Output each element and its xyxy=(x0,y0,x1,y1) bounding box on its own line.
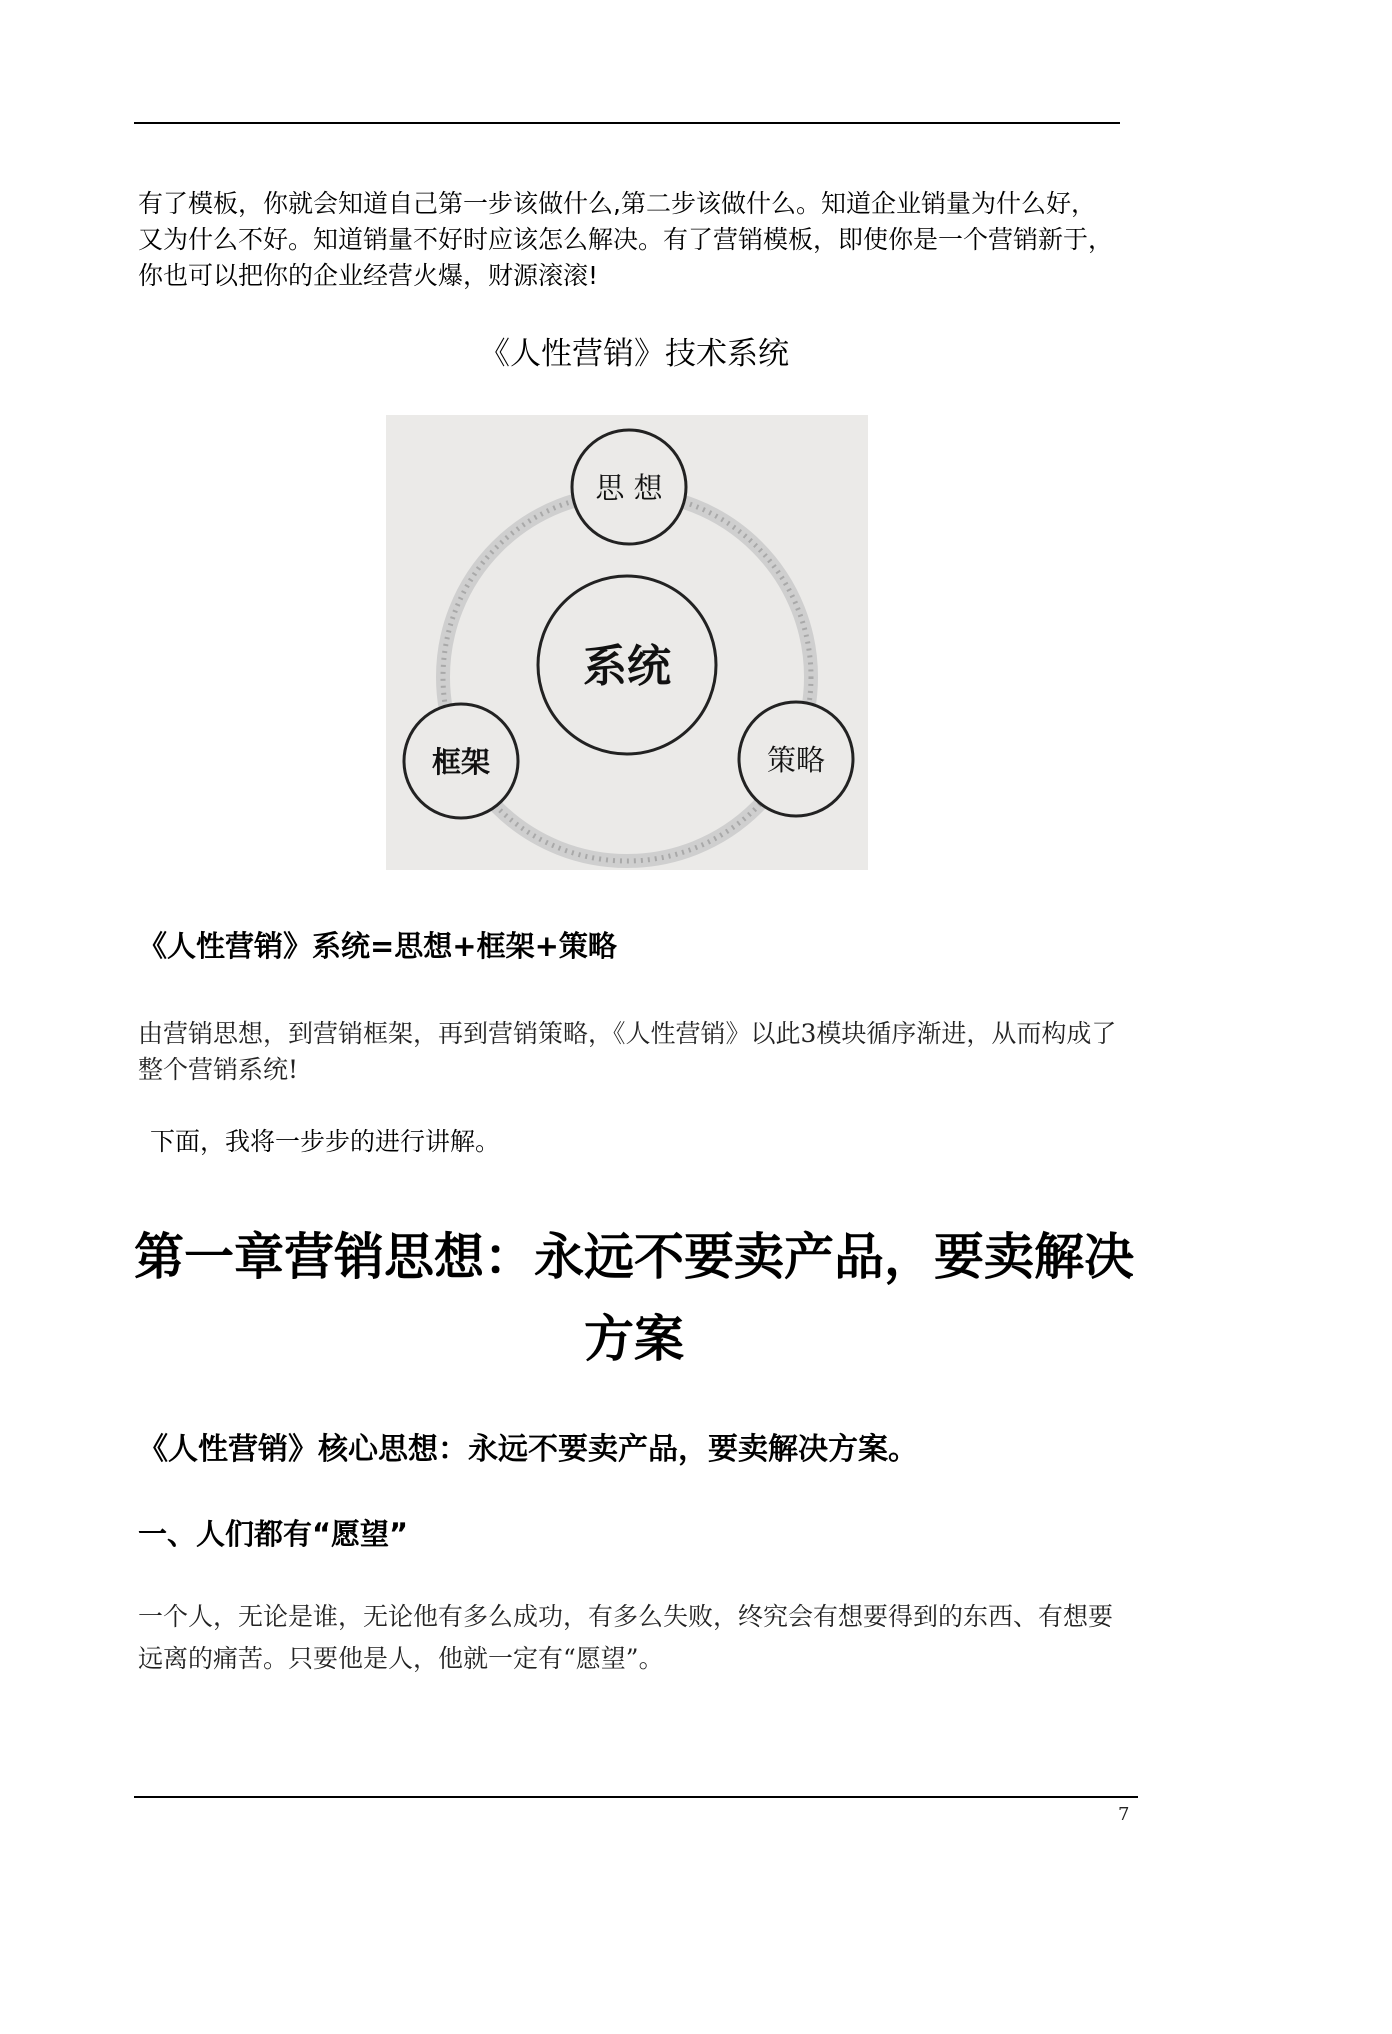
diagram-title: 《人性营销》技术系统 xyxy=(479,336,789,372)
system-diagram xyxy=(386,415,868,870)
description-paragraph: 由营销思想，到营销框架，再到营销策略，《人性营销》以此3模块循序渐进，从而构成了整个营销系统! xyxy=(138,1019,1117,1084)
top-label: 思 想 xyxy=(595,471,663,505)
body-paragraph: 一个人，无论是谁，无论他有多么成功，有多么失败，终究会有想要得到的东西、有想要远离的痛苦。只要他是人，他就一定有“愿望”。 xyxy=(138,1602,1114,1673)
left-label: 框架 xyxy=(431,745,491,779)
footer-rule xyxy=(134,1796,1138,1798)
center-label: 系统 xyxy=(583,641,671,692)
page-number: 7 xyxy=(1118,1804,1130,1825)
formula-heading: 《人性营销》系统=思想+框架+策略 xyxy=(138,929,617,963)
chapter-title: 第一章营销思想：永远不要卖产品，要卖解决方案 xyxy=(134,1228,1134,1368)
right-label: 策略 xyxy=(766,743,826,777)
header-rule xyxy=(134,122,1120,124)
core-heading: 《人性营销》核心思想：永远不要卖产品，要卖解决方案。 xyxy=(138,1432,918,1467)
section-heading: 一、人们都有“愿望” xyxy=(138,1517,409,1551)
intro-paragraph: 有了模板，你就会知道自己第一步该做什么,第二步该做什么。知道企业销量为什么好，又为什么不好。知道销量不好时应该怎么解决。有了营销模板，即使你是一个营销新于，你也可以把你的企业经营火爆，财源滚滚! xyxy=(138,189,1114,290)
next-paragraph: 下面，我将一步步的进行讲解。 xyxy=(150,1127,501,1156)
